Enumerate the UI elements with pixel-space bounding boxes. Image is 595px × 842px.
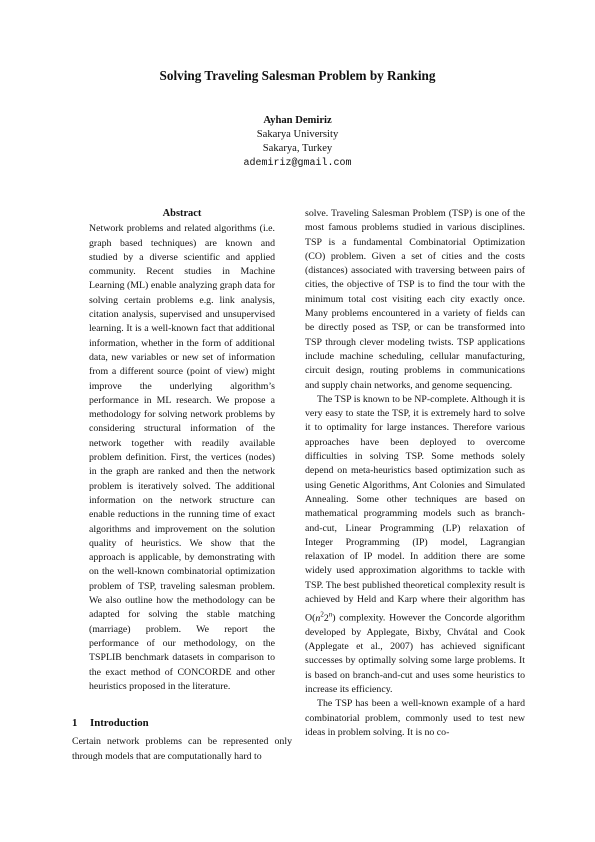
complexity-base: 2: [323, 612, 329, 624]
paragraph-np-complete-text: The TSP is known to be NP-complete. Although it is very easy to state the TSP, it is extremely hard to solve it to optimality for large instances. Therefore various approaches have been deployed to overcome difficulties in solving TSP. Some methods solely depend on meta-heuristics based optimization such as using Genetic Algorithms, Ant Colonies and Simulated Annealing. Some other techniques are based on mathematical programming models such as branch-and-cut, Linear Programming (LP) relaxation of Integer Programming (IP) model, Lagrangian relaxation of IP model. In addition there are some widely used approximation algorithms to tackle with TSP. The best published theoretical complexity result is achieved by Held and Karp where their algorithm has O(: [305, 393, 525, 624]
complexity-variable-exponent: 2: [320, 610, 324, 619]
abstract-section: [89, 207, 275, 694]
paragraph-np-complete-text-end: ) complexity. However the Concorde algorithm developed by Applegate, Bixby, Chvátal and Cook (Applegate et al., 2007) has achieved significant successes by optimally solving some large problems. It is based on branch-and-cut and uses some heuristics to increase its efficiency.: [305, 612, 525, 696]
author-affiliation: Sakarya University: [256, 129, 339, 141]
introduction-text: Certain network problems can be represented only through models that are computationally hard to: [72, 736, 292, 762]
author-email[interactable]: ademiriz@gmail.com: [243, 157, 352, 169]
abstract-text: Network problems and related algorithms (i.e. graph based techniques) are known and studied by a diverse scientific and applied community. Recent studies in Machine Learning (ML) enable analyzing graph data for solving certain problems e.g. link analysis, citation analysis, supervised and unsupervised learning. It is a well-known fact that additional information, whether in the form of additional data, new variables or new set of information from a different source (point of view) might improve the underlying algorithm’s performance in ML research. We propose a methodology for solving network problems by considering structural information of the network together with readily available problem definition. First, the vertices (nodes) in the graph are ranked and then the network problem is iteratively solved. The additional information on the network structure can enable reductions in the running time of exact algorithms and improvement on the solution quality of heuristics. We show that the approach is applicable, by demonstrating with on the well-known combinatorial optimization problem of TSP, traveling salesman problem. We also outline how the methodology can be adapted for solving the stable matching (marriage) problem. We report the performance of our methodology, on the TSPLIB benchmark datasets in comparison to the exact method of CONCORDE and other heuristics proposed in the literature.: [89, 223, 275, 692]
paper-title: Solving Traveling Salesman Problem by Ranking: [159, 68, 436, 83]
complexity-exponent: n: [328, 610, 333, 619]
section-number: 1: [72, 717, 78, 729]
section-title: Introduction: [90, 717, 149, 729]
introduction-section: [72, 716, 292, 764]
paragraph-np-complete: [305, 393, 525, 698]
right-column: [305, 207, 525, 740]
author-location: Sakarya, Turkey: [262, 143, 333, 155]
complexity-variable: n: [315, 612, 321, 624]
paragraph-hard-problem: The TSP has been a well-known example of a hard combinatorial problem, commonly used to test new ideas in problem solving. It is no co-: [305, 698, 525, 738]
introduction-heading: [72, 716, 292, 730]
author-name: Ayhan Demiriz: [263, 115, 332, 126]
author-block: [0, 114, 595, 171]
paragraph-tsp-definition: solve. Traveling Salesman Problem (TSP) is one of the most famous problems studied in various disciplines. TSP is a fundamental Combinatorial Optimization (CO) problem. Given a set of cities and the costs (distances) associated with traversing between pairs of cities, the objective of TSP is to find the tour with the minimum total cost visiting each city exactly once. Many problems encountered in a variety of fields can be directly posed as TSP, or can be transformed into TSP through clever modeling twists. TSP applications include machine scheduling, cellular manufacturing, circuit design, routing problems in communications and supply chain networks, and genome sequencing.: [305, 208, 525, 391]
complexity-expression: [315, 610, 333, 624]
abstract-heading: Abstract: [162, 208, 202, 219]
